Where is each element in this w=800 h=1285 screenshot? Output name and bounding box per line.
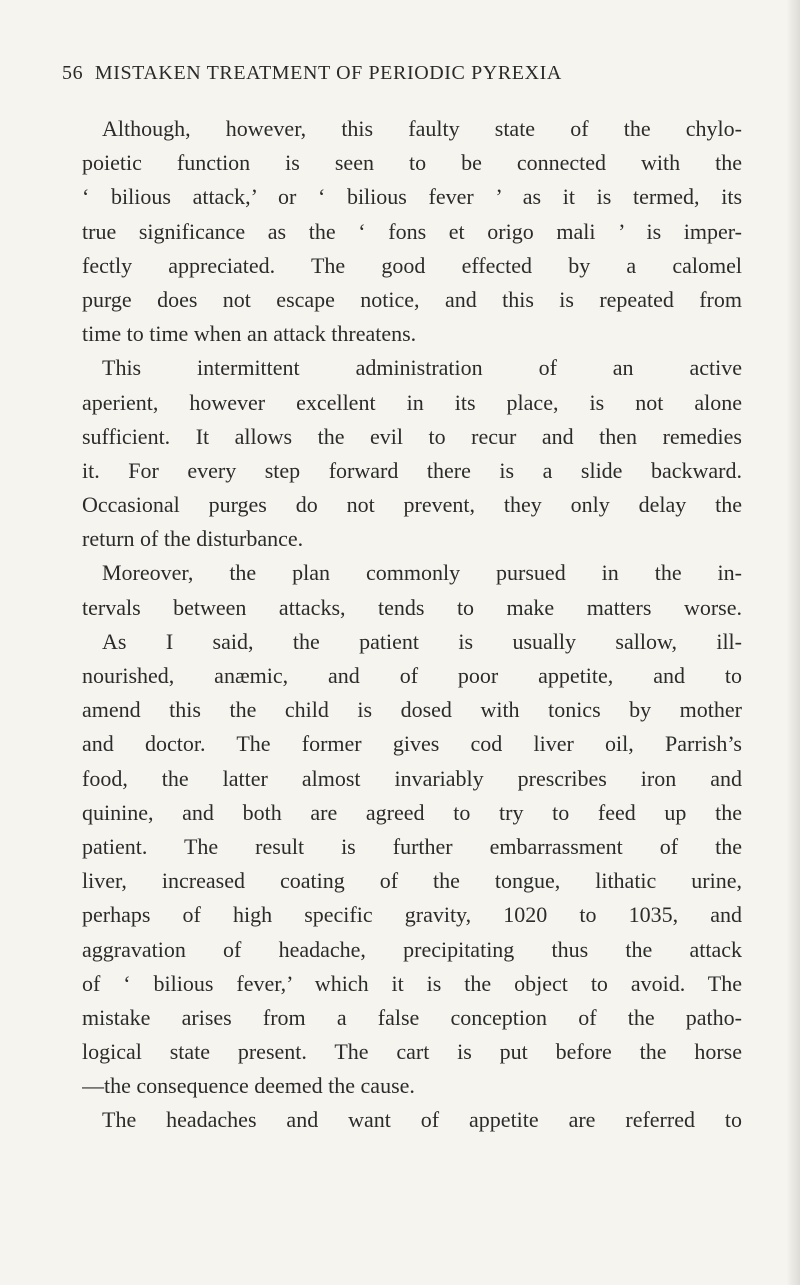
text-line: quinine, and both are agreed to try to feed up the	[82, 799, 742, 825]
text-line: of ‘ bilious fever,’ which it is the object to avoid. The	[82, 970, 742, 996]
text-line: perhaps of high specific gravity, 1020 to 1035, and	[82, 902, 742, 928]
text-line: return of the disturbance.	[82, 526, 304, 552]
text-line: tervals between attacks, tends to make matters worse.	[82, 594, 742, 620]
text-line: This intermittent administration of an active	[102, 355, 742, 381]
text-line: and doctor. The former gives cod liver oil, Parrish’s	[82, 731, 742, 757]
running-header	[62, 62, 722, 85]
text-line: Occasional purges do not prevent, they only delay the	[82, 492, 742, 518]
text-line: Moreover, the plan commonly pursued in the in-	[102, 560, 742, 586]
text-line: true significance as the ‘ fons et origo mali ’ is imper-	[82, 218, 742, 244]
text-line: amend this the child is dosed with tonics by mother	[82, 697, 742, 723]
page-number: 56	[62, 62, 84, 84]
text-line: purge does not escape notice, and this is repeated from	[82, 286, 742, 312]
text-line: —the consequence deemed the cause.	[82, 1073, 415, 1099]
body-text	[82, 112, 742, 1138]
text-line: ‘ bilious attack,’ or ‘ bilious fever ’ as it is termed, its	[82, 184, 742, 210]
text-line: nourished, anæmic, and of poor appetite, and to	[82, 663, 742, 688]
text-line: logical state present. The cart is put before the horse	[82, 1039, 742, 1065]
text-line: aperient, however excellent in its place, is not alone	[82, 389, 742, 415]
text-line: aggravation of headache, precipitating thus the attack	[82, 936, 742, 962]
text-line: The headaches and want of appetite are referred to	[102, 1107, 742, 1133]
text-line: poietic function is seen to be connected with the	[82, 150, 742, 176]
text-line: As I said, the patient is usually sallow, ill-	[102, 628, 742, 654]
text-line: sufficient. It allows the evil to recur and then remedies	[82, 423, 742, 449]
text-line: fectly appreciated. The good effected by a calomel	[82, 252, 742, 278]
text-line: liver, increased coating of the tongue, lithatic urine,	[82, 868, 742, 894]
text-line: it. For every step forward there is a slide backward.	[82, 457, 742, 483]
text-line: Although, however, this faulty state of the chylo-	[102, 116, 742, 141]
text-line: time to time when an attack threatens.	[82, 321, 417, 347]
text-line: mistake arises from a false conception of the patho-	[82, 1004, 742, 1030]
text-line: patient. The result is further embarrassment of the	[82, 833, 742, 859]
page-edge-shadow	[786, 0, 800, 1285]
running-title: MISTAKEN TREATMENT OF PERIODIC PYREXIA	[94, 62, 562, 84]
text-line: food, the latter almost invariably prescribes iron and	[82, 765, 742, 791]
